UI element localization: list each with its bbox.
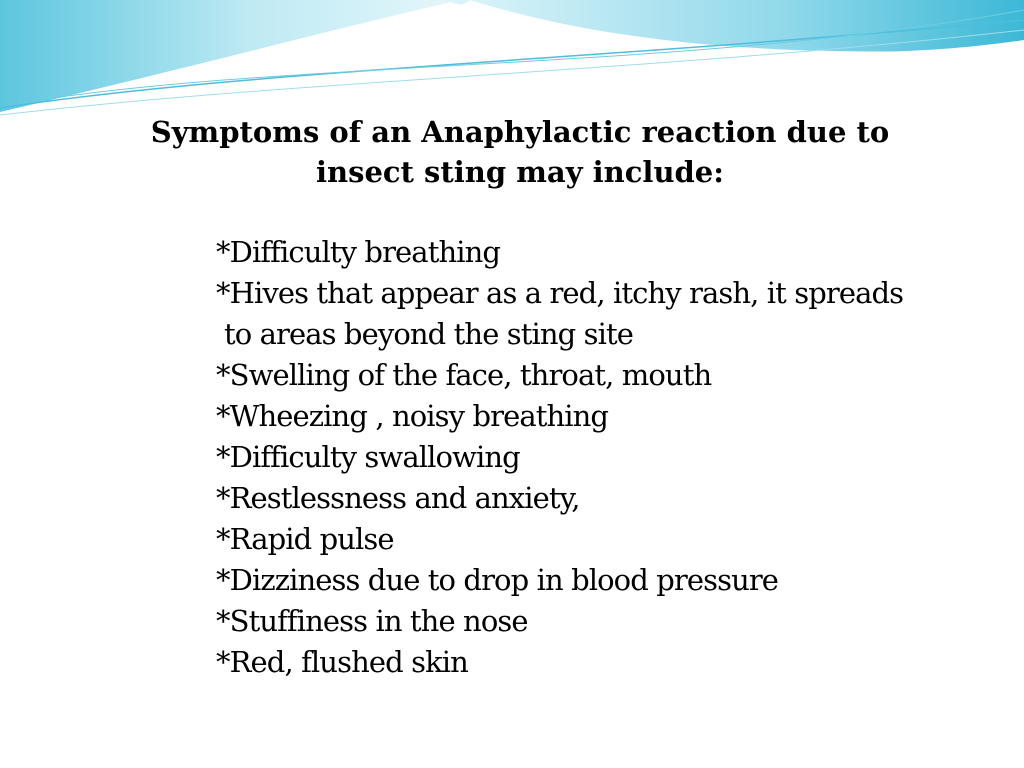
symptom-item: *Swelling of the face, throat, mouth (216, 358, 712, 392)
symptom-item: *Dizziness due to drop in blood pressure (216, 563, 779, 597)
symptom-item: *Wheezing , noisy breathing (216, 399, 609, 433)
symptom-item: *Hives that appear as a red, itchy rash, it spreads (216, 276, 904, 310)
title-line-1: Symptoms of an Anaphylactic reaction due to (150, 115, 890, 149)
title-line-2: insect sting may include: (316, 155, 724, 189)
symptom-item: *Restlessness and anxiety, (216, 481, 580, 515)
symptom-item: *Rapid pulse (216, 522, 394, 556)
wave-decoration (0, 0, 1024, 130)
symptom-item-continuation: to areas beyond the sting site (224, 317, 634, 351)
symptom-item: *Difficulty breathing (216, 235, 501, 269)
symptom-item: *Stuffiness in the nose (216, 604, 528, 638)
slide-title (100, 112, 940, 192)
symptom-item: *Red, flushed skin (216, 645, 468, 679)
symptom-list (216, 232, 1006, 683)
symptom-item: *Difficulty swallowing (216, 440, 520, 474)
